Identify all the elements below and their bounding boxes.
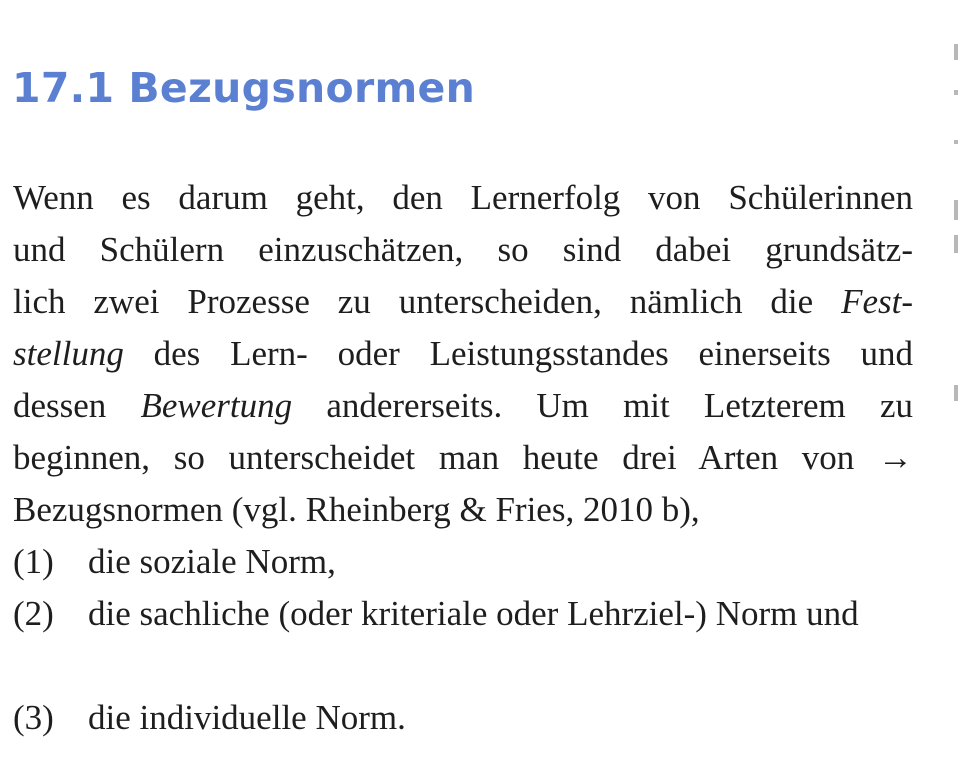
text-segment: des Lern- oder Leistungsstandes einerseits und <box>153 334 913 373</box>
text-line <box>13 328 913 380</box>
list-marker: (2) <box>13 594 54 633</box>
text-line: und Schülern einzuschätzen, so sind dabei grundsätz- <box>13 230 913 269</box>
text-line: beginnen, so unterscheidet man heute drei Arten von → <box>13 438 913 477</box>
text-line: Bezugsnormen (vgl. Rheinberg & Fries, 2010 b), <box>13 490 700 529</box>
list-marker: (3) <box>13 698 54 737</box>
text-line: Wenn es darum geht, den Lernerfolg von Schülerinnen <box>13 178 913 217</box>
text-line <box>13 380 913 432</box>
body-paragraph <box>13 172 913 744</box>
emphasis-text: stellung <box>13 334 124 373</box>
text-segment: andererseits. Um mit Letzterem zu <box>326 386 913 425</box>
edge-mark <box>954 90 958 95</box>
list-item-text: die individuelle Norm. <box>88 698 406 737</box>
edge-mark <box>954 385 958 401</box>
text-segment: dessen <box>13 386 107 425</box>
edge-mark <box>954 44 958 60</box>
page-edge-marks <box>952 30 958 430</box>
text-segment: lich zwei Prozesse zu unterscheiden, nämlich die <box>13 282 814 321</box>
list-item <box>13 536 913 588</box>
list-marker: (1) <box>13 542 54 581</box>
list-item-text: die soziale Norm, <box>88 542 336 581</box>
emphasis-text: Fest- <box>841 282 914 321</box>
section-title: Bezugsnormen <box>128 64 476 112</box>
edge-mark <box>954 235 958 253</box>
list-item <box>13 588 913 692</box>
section-heading <box>12 64 475 112</box>
emphasis-text: Bewertung <box>140 386 293 425</box>
list-item <box>13 692 913 744</box>
text-line <box>13 276 913 328</box>
edge-mark <box>954 200 958 220</box>
list-item-text: die sachliche (oder kriteriale oder Lehrziel-) Norm und <box>88 594 859 633</box>
edge-mark <box>954 140 958 144</box>
section-number: 17.1 <box>12 64 115 112</box>
